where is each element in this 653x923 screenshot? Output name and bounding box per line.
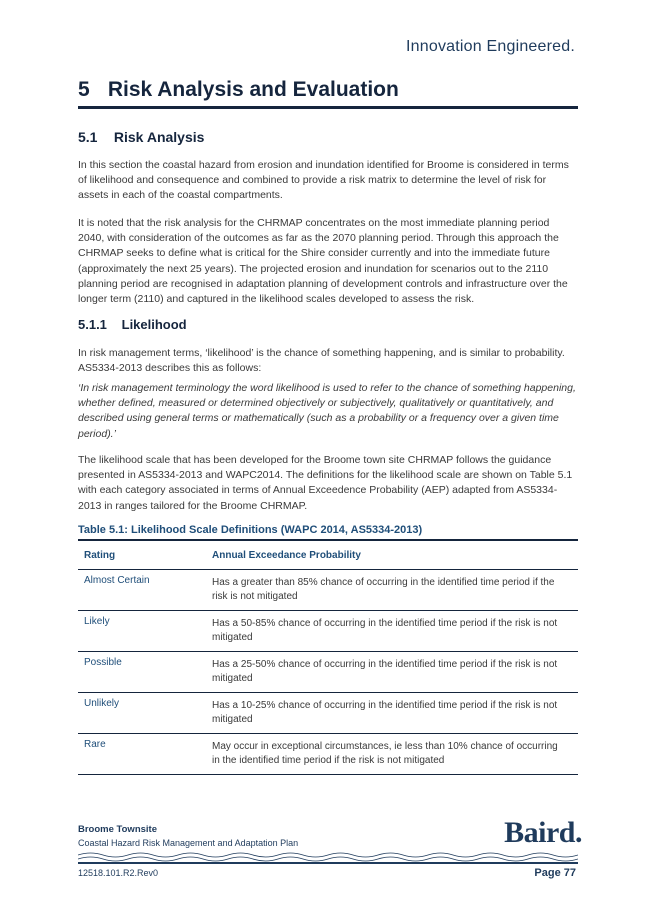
table-row — [78, 652, 578, 693]
subsubsection-number: 5.1.1 — [78, 317, 107, 332]
subsection-heading — [78, 129, 204, 145]
footer-report-reference: 12518.101.R2.Rev0 — [78, 868, 159, 878]
table-header-rating: Rating — [84, 549, 116, 561]
rating-cell: Unlikely — [84, 698, 120, 709]
paragraph-intro: In this section the coastal hazard from erosion and inundation identified for Broome is considered in terms of likelihood and consequence and combined to provide a risk matrix to determine the level of risk for assets in each of the coastal compartments. — [78, 159, 569, 202]
baird-logo: Baird. — [504, 816, 582, 849]
description-cell: Has a greater than 85% chance of occurring in the identified time period if the risk is not mitigated — [212, 577, 555, 602]
table-row — [78, 570, 578, 611]
section-number: 5 — [78, 78, 90, 101]
footer-project-title: Broome Townsite — [78, 824, 157, 835]
table-row — [78, 734, 578, 775]
rating-cell: Likely — [84, 616, 110, 627]
description-cell: May occur in exceptional circumstances, ie less than 10% chance of occurring in the identified time period if the risk is not mitigated — [212, 741, 558, 766]
paragraph-likelihood-scale: The likelihood scale that has been developed for the Broome town site CHRMAP follows the guidance presented in AS5334-2013 and WAPC2014. The definitions for the likelihood scale are shown on Table 5.1 with each category associated in terms of Annual Exceedence Probability (AEP) adapted from AS5334-2013 in ranges tailored for the Broome CHRMAP. — [78, 454, 573, 512]
table-header-aep: Annual Exceedance Probability — [212, 549, 361, 561]
likelihood-table — [78, 539, 578, 775]
rating-cell: Rare — [84, 739, 106, 750]
section-title: Risk Analysis and Evaluation — [107, 78, 399, 101]
subsection-number: 5.1 — [78, 129, 98, 145]
footer-page-number: Page 77 — [534, 867, 576, 879]
footer-project-subtitle: Coastal Hazard Risk Management and Adaptation Plan — [78, 838, 299, 848]
table-caption: Table 5.1: Likelihood Scale Definitions (WAPC 2014, AS5334-2013) — [78, 524, 423, 536]
table-header-row — [78, 541, 578, 570]
paragraph-planning-period: It is noted that the risk analysis for the CHRMAP concentrates on the most immediate planning period 2040, with consideration of the outcomes as far as the 2070 planning period. Through this approach the CHRMAP seeks to define what is critical for the Shire consider currently and into the immediate future (approximately the next 25 years). The projected erosion and inundation for scenarios out to the 2110 planning period are recognised in adaptation planning of development controls and infrastructure over the longer term (2110) and captured in the likelihood scales developed to assess the risk. — [78, 217, 568, 306]
paragraph-likelihood-definition: In risk management terms, ‘likelihood’ is the chance of something happening, and is similar to probability. AS5334-2013 describes this as follows: — [78, 347, 565, 375]
subsubsection-title: Likelihood — [121, 317, 187, 332]
header-tagline: Innovation Engineered. — [406, 38, 575, 55]
rating-cell: Almost Certain — [84, 575, 150, 586]
footer-wave-divider — [78, 851, 578, 865]
table-row — [78, 693, 578, 734]
subsubsection-heading — [78, 317, 187, 332]
description-cell: Has a 10-25% chance of occurring in the identified time period if the risk is not mitigated — [212, 700, 558, 725]
rating-cell: Possible — [84, 657, 122, 668]
description-cell: Has a 25-50% chance of occurring in the identified time period if the risk is not mitigated — [212, 659, 558, 684]
section-heading — [78, 78, 578, 102]
subsection-title: Risk Analysis — [113, 129, 205, 145]
description-cell: Has a 50-85% chance of occurring in the identified time period if the risk is not mitigated — [212, 618, 558, 643]
section-heading-rule — [78, 106, 578, 109]
table-row — [78, 611, 578, 652]
paragraph-quote: ‘In risk management terminology the word likelihood is used to refer to the chance of something happening, whether defined, measured or determined objectively or subjectively, qualitatively or quantitatively, and described using general terms or mathematically (such as a probability or a frequency over a given time period).’ — [78, 382, 576, 440]
